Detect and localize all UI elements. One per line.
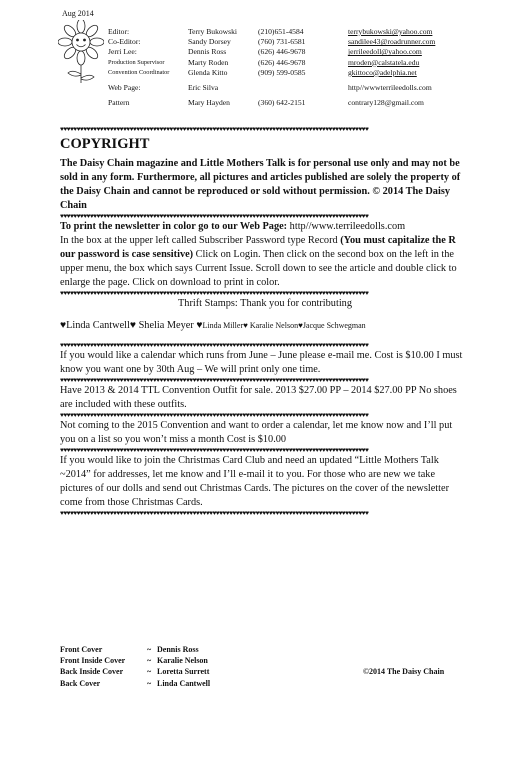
heart-divider: ♥♥♥♥♥♥♥♥♥♥♥♥♥♥♥♥♥♥♥♥♥♥♥♥♥♥♥♥♥♥♥♥♥♥♥♥♥♥♥♥♥♥♥♥♥♥♥♥♥♥♥♥♥♥♥♥♥♥♥♥♥♥♥♥♥♥♥♥♥♥♥♥♥♥♥♥♥♥♥♥♥♥♥♥♥♥♥♥♥♥♥♥♥ <box>60 377 369 384</box>
contact-role: Pattern <box>108 98 130 108</box>
web-address-link[interactable]: http//www.terrileedolls.com <box>287 221 406 232</box>
cover-label: Back Inside Cover <box>60 667 124 677</box>
cover-label: Back Cover <box>60 678 101 688</box>
contact-role: Production Supervisor <box>108 58 165 66</box>
copyright-notice: The Daisy Chain magazine and Little Mothers Talk is for personal use only and may not be sold in any form. Furthermore, all pictures and articles published are solely the property of the Daisy Chain and cannot be reproduced or sold without permission. © 2014 The Daisy Chain <box>60 158 461 211</box>
heart-divider: ♥♥♥♥♥♥♥♥♥♥♥♥♥♥♥♥♥♥♥♥♥♥♥♥♥♥♥♥♥♥♥♥♥♥♥♥♥♥♥♥♥♥♥♥♥♥♥♥♥♥♥♥♥♥♥♥♥♥♥♥♥♥♥♥♥♥♥♥♥♥♥♥♥♥♥♥♥♥♥♥♥♥♥♥♥♥♥♥♥♥♥♥♥ <box>60 290 369 297</box>
contributors-main: ♥Linda Cantwell♥ Shelia Meyer ♥ <box>60 320 203 331</box>
contact-name: Glenda Kitto <box>188 67 228 77</box>
contributors-small: Linda Miller♥ Karalie Nelson♥Jacque Schwegman <box>202 321 366 330</box>
contact-role: Convention Coordinator <box>108 68 170 76</box>
thrift-stamps-title: Thrift Stamps: Thank you for contributing <box>178 298 352 309</box>
cover-credit-row <box>60 644 480 655</box>
contact-role: Web Page: <box>108 82 141 92</box>
contact-phone: (626) 446-9678 <box>258 47 306 57</box>
daisy-flower-logo <box>58 20 104 84</box>
cover-label: Front Inside Cover <box>60 656 126 666</box>
contact-email-link[interactable]: mroden@calstatela.edu <box>348 57 420 67</box>
cover-person: Linda Cantwell <box>157 678 211 688</box>
heart-divider: ♥♥♥♥♥♥♥♥♥♥♥♥♥♥♥♥♥♥♥♥♥♥♥♥♥♥♥♥♥♥♥♥♥♥♥♥♥♥♥♥♥♥♥♥♥♥♥♥♥♥♥♥♥♥♥♥♥♥♥♥♥♥♥♥♥♥♥♥♥♥♥♥♥♥♥♥♥♥♥♥♥♥♥♥♥♥♥♥♥♥♥♥♥ <box>60 510 369 517</box>
contact-name: Mary Hayden <box>188 98 230 108</box>
cover-credit-row <box>60 678 480 689</box>
convention-calendar-note: Not coming to the 2015 Convention and want to order a calendar, let me know now and I’ll put you on a list so you won’t miss a month Cost is $10.00 <box>60 420 453 445</box>
issue-date: Aug 2014 <box>62 9 94 18</box>
cover-credit-row <box>60 666 480 677</box>
cover-credits <box>60 644 480 689</box>
contact-name: Terry Bukowski <box>188 27 238 36</box>
contact-phone: (760) 731-6581 <box>258 37 306 47</box>
contact-row <box>108 83 503 93</box>
contact-row <box>108 68 503 78</box>
contact-row <box>108 37 503 47</box>
contact-row <box>108 27 503 37</box>
contact-role: Co-Editor: <box>108 37 141 47</box>
thrift-contributors <box>60 319 470 333</box>
tilde-separator: ~ <box>147 678 152 688</box>
login-steps: Click on Login. Then click on the second box on the left in the upper menu, the box which says Current Issue. Scroll down to see the article and double click to enlarge the page. Click on download to print in color. <box>60 249 457 288</box>
outfit-note: Have 2013 & 2014 TTL Convention Outfit for sale. 2013 $27.00 PP – 2014 $27.00 PP No shoes are included with these outfits. <box>60 385 457 410</box>
contact-phone: (909) 599-0585 <box>258 67 306 77</box>
contact-name: Marty Roden <box>188 57 229 67</box>
tilde-separator: ~ <box>147 667 152 677</box>
print-instructions <box>60 220 470 290</box>
contact-email-link[interactable]: jerrileedoll@yahoo.com <box>348 47 422 57</box>
contact-row <box>108 47 503 57</box>
tilde-separator: ~ <box>147 656 152 666</box>
newsletter-body <box>60 126 470 517</box>
heart-divider: ♥♥♥♥♥♥♥♥♥♥♥♥♥♥♥♥♥♥♥♥♥♥♥♥♥♥♥♥♥♥♥♥♥♥♥♥♥♥♥♥♥♥♥♥♥♥♥♥♥♥♥♥♥♥♥♥♥♥♥♥♥♥♥♥♥♥♥♥♥♥♥♥♥♥♥♥♥♥♥♥♥♥♥♥♥♥♥♥♥♥♥♥♥ <box>60 447 369 454</box>
cover-credit-row <box>60 655 480 666</box>
christmas-card-club-note: If you would like to join the Christmas Card Club and need an updated “Little Mothers Talk ~2014” for addresses, let me know and I’ll e-mail it to you. For those who are new we take pictures of our dolls and send out Christmas Cards. The pictures on the cover of the newsletter come from those Christmas Cards. <box>60 455 449 508</box>
heart-divider: ♥♥♥♥♥♥♥♥♥♥♥♥♥♥♥♥♥♥♥♥♥♥♥♥♥♥♥♥♥♥♥♥♥♥♥♥♥♥♥♥♥♥♥♥♥♥♥♥♥♥♥♥♥♥♥♥♥♥♥♥♥♥♥♥♥♥♥♥♥♥♥♥♥♥♥♥♥♥♥♥♥♥♥♥♥♥♥♥♥♥♥♥♥ <box>60 342 369 349</box>
contact-name: Dennis Ross <box>188 47 227 57</box>
heart-divider: ♥♥♥♥♥♥♥♥♥♥♥♥♥♥♥♥♥♥♥♥♥♥♥♥♥♥♥♥♥♥♥♥♥♥♥♥♥♥♥♥♥♥♥♥♥♥♥♥♥♥♥♥♥♥♥♥♥♥♥♥♥♥♥♥♥♥♥♥♥♥♥♥♥♥♥♥♥♥♥♥♥♥♥♥♥♥♥♥♥♥♥♥♥ <box>60 126 369 133</box>
tilde-separator: ~ <box>147 645 152 654</box>
calendar-note: If you would like a calendar which runs from June – June please e-mail me. Cost is $10.00 I must know you want one by 30th Aug – We will print only one time. <box>60 350 463 375</box>
contact-phone: (626) 446-9678 <box>258 57 306 67</box>
contact-email-link[interactable]: contrary128@gmail.com <box>348 98 424 108</box>
web-page-link[interactable]: http//wwwterrileedolls.com <box>348 82 432 92</box>
contact-phone: (210)651-4584 <box>258 27 304 36</box>
contact-row <box>108 58 503 68</box>
contact-role: Jerri Lee: <box>108 47 137 57</box>
contact-email-link[interactable]: gkittoco@adelphia.net <box>348 67 417 77</box>
contact-email-link[interactable]: sandilee43@roadrunner.com <box>348 37 436 47</box>
heart-divider: ♥♥♥♥♥♥♥♥♥♥♥♥♥♥♥♥♥♥♥♥♥♥♥♥♥♥♥♥♥♥♥♥♥♥♥♥♥♥♥♥♥♥♥♥♥♥♥♥♥♥♥♥♥♥♥♥♥♥♥♥♥♥♥♥♥♥♥♥♥♥♥♥♥♥♥♥♥♥♥♥♥♥♥♥♥♥♥♥♥♥♥♥♥ <box>60 412 369 419</box>
password-case-warning: (You must capitalize the R our password is case sensitive) <box>60 235 456 260</box>
cover-person: Dennis Ross <box>157 645 199 654</box>
contact-email-link[interactable]: terrybukowski@yahoo.com <box>348 27 433 36</box>
cover-person: Loretta Surrett <box>157 667 210 677</box>
copyright-heading: COPYRIGHT <box>60 136 150 152</box>
password-instructions: In the box at the upper left called Subscriber Password type Record <box>60 235 341 246</box>
contact-name: Eric Silva <box>188 82 219 92</box>
staff-directory <box>108 27 503 108</box>
contact-name: Sandy Dorsey <box>188 37 231 47</box>
contact-row <box>108 98 503 108</box>
cover-label: Front Cover <box>60 645 103 654</box>
contact-role: Editor: <box>108 27 130 36</box>
contact-phone: (360) 642-2151 <box>258 98 306 108</box>
footer-copyright: ©2014 The Daisy Chain <box>363 667 445 677</box>
heart-divider: ♥♥♥♥♥♥♥♥♥♥♥♥♥♥♥♥♥♥♥♥♥♥♥♥♥♥♥♥♥♥♥♥♥♥♥♥♥♥♥♥♥♥♥♥♥♥♥♥♥♥♥♥♥♥♥♥♥♥♥♥♥♥♥♥♥♥♥♥♥♥♥♥♥♥♥♥♥♥♥♥♥♥♥♥♥♥♥♥♥♥♥♥♥ <box>60 213 369 220</box>
print-lead: To print the newsletter in color go to our Web Page: <box>60 221 288 232</box>
cover-person: Karalie Nelson <box>157 656 208 666</box>
